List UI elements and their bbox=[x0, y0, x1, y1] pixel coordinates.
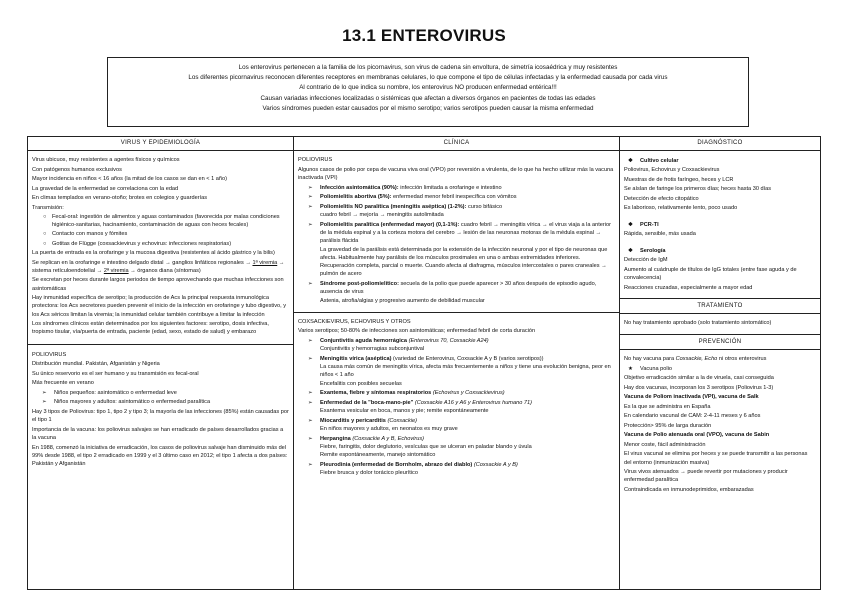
summary-line: Al contrario de lo que indica su nombre, los enterovirus NO producen enfermedad entérica!!! bbox=[299, 84, 557, 92]
summary-line: Varios síndromes pueden estar causados por el mismo serotipo; varios serotipos pueden causar la misma enfermedad bbox=[262, 104, 594, 112]
arrow-bullet-icon: ➢ bbox=[308, 417, 313, 424]
text-line: Virus vivos atenuados → puede revertir por mutaciones y producir enfermedad paralítica bbox=[624, 469, 788, 484]
text-line: Detección de efecto citopático bbox=[624, 195, 699, 202]
text-line: Virus ubicuos, muy resistentes a agentes físicos y químicos bbox=[32, 157, 180, 164]
text-line: Protección> 95% de larga duración bbox=[624, 422, 712, 429]
list-item: ➢ Miocarditis y pericarditis (Coxsackie) En niños mayores y adultos, en neonatos es muy grave bbox=[308, 417, 458, 433]
text-line: Es laborioso, relativamente lento, poco usado bbox=[624, 205, 738, 212]
list-item: ➢ Enfermedad de la "boca-mano-pie" (Coxsackie A16 y A6 y Enterovirus humano 71) Exantema vesicular en boca, manos y pie; remite espontáneamente bbox=[308, 399, 532, 415]
text-line: No hay vacuna para Coxsackie, Echo ni otros enterovirus bbox=[624, 355, 767, 362]
list-item: ➢ Infección asintomática (90%): infección limitada a orofaringe e intestino bbox=[308, 184, 502, 191]
list-item: ➢ Poliomielitis abortiva (5%): enfermedad menor febril inespecífica con vómitos bbox=[308, 194, 517, 201]
list-item: ○ Gotitas de Flügge (coxsackievirus y echovirus: infecciones respiratorias) bbox=[43, 240, 232, 247]
text-line: Muestras de de frotis faríngeo, heces y LCR bbox=[624, 176, 734, 183]
section-title: COXSACKIEVIRUS, ECHOVIRUS Y OTROS bbox=[298, 318, 411, 325]
text-line: Poliovirus, Echovirus y Coxsackievirus bbox=[624, 167, 720, 174]
text-line: Vacuna de Polio atenuada oral (VPO), vacuna de Sabin bbox=[624, 432, 770, 439]
section-title: POLIOVIRUS bbox=[298, 157, 333, 164]
circle-bullet-icon: ○ bbox=[43, 231, 47, 238]
text-line: Hay inmunidad específica de serotipo; la producción de Acs la principal respuesta inmunológica protectora: los Acs secretores pueden prevenir el inicio de la infección en orofaringe y tubo digestivo, y los Acs séricos limitan la viremia; la inmunidad celular también contribuye a limitar la infección bbox=[32, 295, 287, 318]
text-line: Hay 3 tipos de Poliovirus: tipo 1, tipo 2 y tipo 3; la mayoría de las infecciones (85%) están causadas por el tipo 1 bbox=[32, 409, 289, 424]
arrow-bullet-icon: ➢ bbox=[308, 337, 313, 344]
arrow-bullet-icon: ➢ bbox=[308, 461, 313, 468]
diamond-bullet-icon: ❖ bbox=[628, 221, 634, 228]
text-line: Distribución mundial. Pakistán, Afganistán y Nigeria bbox=[32, 361, 160, 368]
section-title: ★ Vacuna polio bbox=[628, 365, 672, 372]
text-line: Más frecuente en verano bbox=[32, 380, 94, 387]
arrow-bullet-icon: ➢ bbox=[308, 221, 313, 228]
summary-line: Los diferentes picornavirus reconocen diferentes receptores en membranas celulares, lo que compone el tipo de células infectadas y la enfermedad causada por cada virus bbox=[188, 74, 668, 82]
section-title: ❖ PCR-TI bbox=[628, 221, 659, 228]
list-item: ➢ Conjuntivitis aguda hemorrágica (Enterovirus 70, Coxsackie A24) Conjuntivitis y hemorragias subconjuntival bbox=[308, 337, 489, 353]
column-diagnostico bbox=[620, 137, 820, 589]
text-line: Objetivo erradicación similar a la de viruela, casi conseguida bbox=[624, 375, 774, 382]
text-line: Varios serotipos; 50-80% de infecciones son asintomáticas; enfermedad febril de corta duración bbox=[298, 328, 536, 335]
text-line: En calendario vacunal de CAM: 2-4-11 meses y 6 años bbox=[624, 413, 761, 420]
list-item: ➢ Poliomielitis paralítica (enfermedad mayor) (0,1-1%): cuadro febril → meningitis vírica → el virus viaja a la anterior de la médula espinal y a la corteza motora del cerebro → lesión de las neuronas motoras de la médula espinal → parálisis flácida La gravedad de la parálisis está determinada por la extensión de la infección neuronal y por el tipo de neuronas que afecta. Habitualmente hay parálisis de los músculos proximales en una o ambas extremidades inferiores. Recuperación completa, parcial o muerte. Cuando afecta al diafragma, músculos intercostales o pares craneales → pulmón de acero bbox=[308, 221, 611, 278]
text-line: La puerta de entrada es la orofaringe y la mucosa digestiva (resistentes al ácido gástrico y la bilis) bbox=[32, 250, 275, 257]
list-item: ➢ Meningitis vírica (aséptica) (variedad de Enterovirus, Coxsackie A y B (varios serotipos)) La causa más común de meningitis vírica, afecta más frecuentemente a niños y tiene una evolución benigna, peor en niños < 1 año Encefalitis con posibles secuelas bbox=[308, 355, 611, 387]
divider bbox=[28, 344, 293, 345]
text-line: Contraindicada en inmunodeprimidos, embarazadas bbox=[624, 486, 754, 493]
content-table bbox=[27, 136, 821, 590]
circle-bullet-icon: ○ bbox=[43, 214, 47, 221]
column-header: DIAGNÓSTICO bbox=[620, 137, 820, 151]
circle-bullet-icon: ○ bbox=[43, 240, 47, 247]
list-item: ○ Contacto con manos y fómites bbox=[43, 231, 128, 238]
column-header: CLÍNICA bbox=[294, 137, 619, 151]
arrow-bullet-icon: ➢ bbox=[308, 184, 313, 191]
diamond-bullet-icon: ❖ bbox=[628, 247, 634, 254]
divider bbox=[294, 312, 619, 313]
arrow-bullet-icon: ➢ bbox=[308, 281, 313, 288]
text-line: En 1988, comenzó la iniciativa de erradicación, los casos de poliovirus salvaje han disminuido más del 99% desde 1988, el tipo 2 erradicado en 1999 y el 3 último caso en 2012; el tipo 1 afecta a dos países: Pakistán y Afganistán bbox=[32, 444, 288, 468]
section-title: POLIOVIRUS bbox=[32, 351, 67, 358]
list-item: ➢ Niños pequeños: asintomático o enfermedad leve bbox=[42, 389, 177, 396]
text-line: Con patógenos humanos exclusivos bbox=[32, 166, 122, 173]
section-header-tratamiento: TRATAMIENTO bbox=[620, 298, 820, 314]
text-line: Es la que se administra en España bbox=[624, 403, 711, 410]
arrow-bullet-icon: ➢ bbox=[308, 194, 313, 201]
section-header-prevencion: PREVENCIÓN bbox=[620, 334, 820, 350]
text-line: No hay tratamiento aprobado (solo tratamiento sintomático) bbox=[624, 320, 772, 327]
text-line: Hay dos vacunas, incorporan los 3 serotipos (Poliovirus 1-3) bbox=[624, 384, 774, 391]
text-line: Se aíslan de faringe los primeros días; heces hasta 30 días bbox=[624, 186, 772, 193]
text-line: En climas templados en verano-otoño; brotes en colegios y guarderías bbox=[32, 195, 208, 202]
arrow-bullet-icon: ➢ bbox=[42, 389, 47, 396]
text-line: Importancia de la vacuna: los poliovirus salvajes se han erradicado de países desarrollados gracias a la vacuna bbox=[32, 426, 284, 442]
arrow-bullet-icon: ➢ bbox=[308, 203, 313, 210]
summary-line: Los enterovirus pertenecen a la familia de los picornavirus, son virus de cadena sin envoltura, de simetría icosaédrica y muy resistentes bbox=[238, 64, 618, 71]
text-line: Vacuna de Poliom inactivada (VPI), vacuna de Salk bbox=[624, 394, 759, 401]
arrow-bullet-icon: ➢ bbox=[308, 399, 313, 406]
list-item: ➢ Síndrome post-poliomielítico: secuela de la polio que puede aparecer > 30 años después de episodio agudo, ausencia de virus Astenia, atrofia/algias y progresivo aumento de debilidad muscular bbox=[308, 281, 597, 304]
column-clinica bbox=[294, 137, 620, 589]
text-line: Detección de IgM bbox=[624, 257, 668, 264]
text-line: Mayor incidencia en niños < 16 años (la mitad de los casos se dan en < 1 año) bbox=[32, 176, 227, 183]
arrow-bullet-icon: ➢ bbox=[308, 390, 313, 397]
arrow-bullet-icon: ➢ bbox=[308, 435, 313, 442]
page-title: 13.1 ENTEROVIRUS bbox=[342, 26, 506, 45]
text-line: Rápida, sensible, más usada bbox=[624, 231, 696, 238]
text-line: El virus vacunal se elimina por heces y se puede transmitir a las personas del entorno (inmunización masiva) bbox=[624, 451, 808, 466]
section-title: ❖ Serología bbox=[628, 247, 666, 254]
list-item: ➢ Poliomielitis NO paralítica (meningitis aséptica) (1-2%): curso bifásico cuadro febril → mejoría → meningitis autolimitada bbox=[308, 203, 503, 219]
text-line: Algunos casos de polio por cepa de vacuna viva oral (VPO) por reversión a virulenta, de lo que ha hecho utilizar más la vacuna inactivada (VPI) bbox=[298, 166, 614, 181]
list-item: ➢ Niños mayores y adultos: asintomático o enfermedad paralítica bbox=[42, 399, 211, 406]
text-line: Reacciones cruzadas, especialmente a mayor edad bbox=[624, 284, 753, 291]
text-line: Se excretan por heces durante largos periodos de tiempo aprovechando que muchas infecciones son asintomáticas bbox=[32, 277, 284, 292]
summary-box bbox=[107, 57, 749, 127]
star-bullet-icon: ★ bbox=[628, 365, 634, 372]
text-line: Menor coste, fácil administración bbox=[624, 441, 706, 448]
list-item: ○ Fecal-oral: ingestión de alimentos y aguas contaminados (favorecida por malas condiciones higiénico-sanitarias, hacinamiento, contaminación de aguas con heces fecales) bbox=[43, 214, 280, 229]
text-line: Aumento al cuádruple de títulos de IgG totales (entre fase aguda y de convalecencia) bbox=[624, 266, 797, 282]
arrow-bullet-icon: ➢ bbox=[42, 399, 47, 406]
text-line: Su único reservorio es el ser humano y su transmisión es fecal-oral bbox=[32, 370, 199, 377]
section-title: ❖ Cultivo celular bbox=[628, 158, 679, 164]
list-item: ➢ Pleurodinia (enfermedad de Bornholm, abrazo del diablo) (Coxsackie A y B) Fiebre brusca y dolor torácico pleurítico bbox=[308, 461, 518, 477]
column-header: VIRUS Y EPIDEMIOLOGÍA bbox=[28, 137, 293, 151]
list-item: ➢ Exantema, fiebre y síntomas respiratorios (Echovirus y Coxsackievirus) bbox=[308, 390, 505, 397]
text-line: Se replican en la orofaringe e intestino delgado distal → ganglios linfáticos regionales → 1ª viremia → sistema retículoendotelial → 2ª viremia → órganos diana (síntomas) bbox=[32, 259, 285, 274]
text-line: Los síndromes clínicos están determinados por los siguientes factores: serotipo, dosis infectiva, tropismo tisular, vía/puerta de entrada, paciente (edad, sexo, estado de salud) y embarazo bbox=[32, 321, 269, 336]
summary-line: Causan variadas infecciones localizadas o sistémicas que afectan a diversos órganos en pacientes de todas las edades bbox=[260, 94, 596, 102]
diamond-bullet-icon: ❖ bbox=[628, 158, 634, 164]
text-line: Transmisión: bbox=[32, 204, 64, 211]
list-item: ➢ Herpangina (Coxsackie A y B, Echovirus) Fiebre, faringitis, dolor deglutorio, vesículas que se ulceran en paladar blando y úvula Remite espontáneamente, manejo sintomático bbox=[308, 435, 532, 459]
column-virus-epidemiologia bbox=[28, 137, 294, 589]
text-line: La gravedad de la enfermedad se correlaciona con la edad bbox=[32, 185, 179, 192]
arrow-bullet-icon: ➢ bbox=[308, 355, 313, 362]
